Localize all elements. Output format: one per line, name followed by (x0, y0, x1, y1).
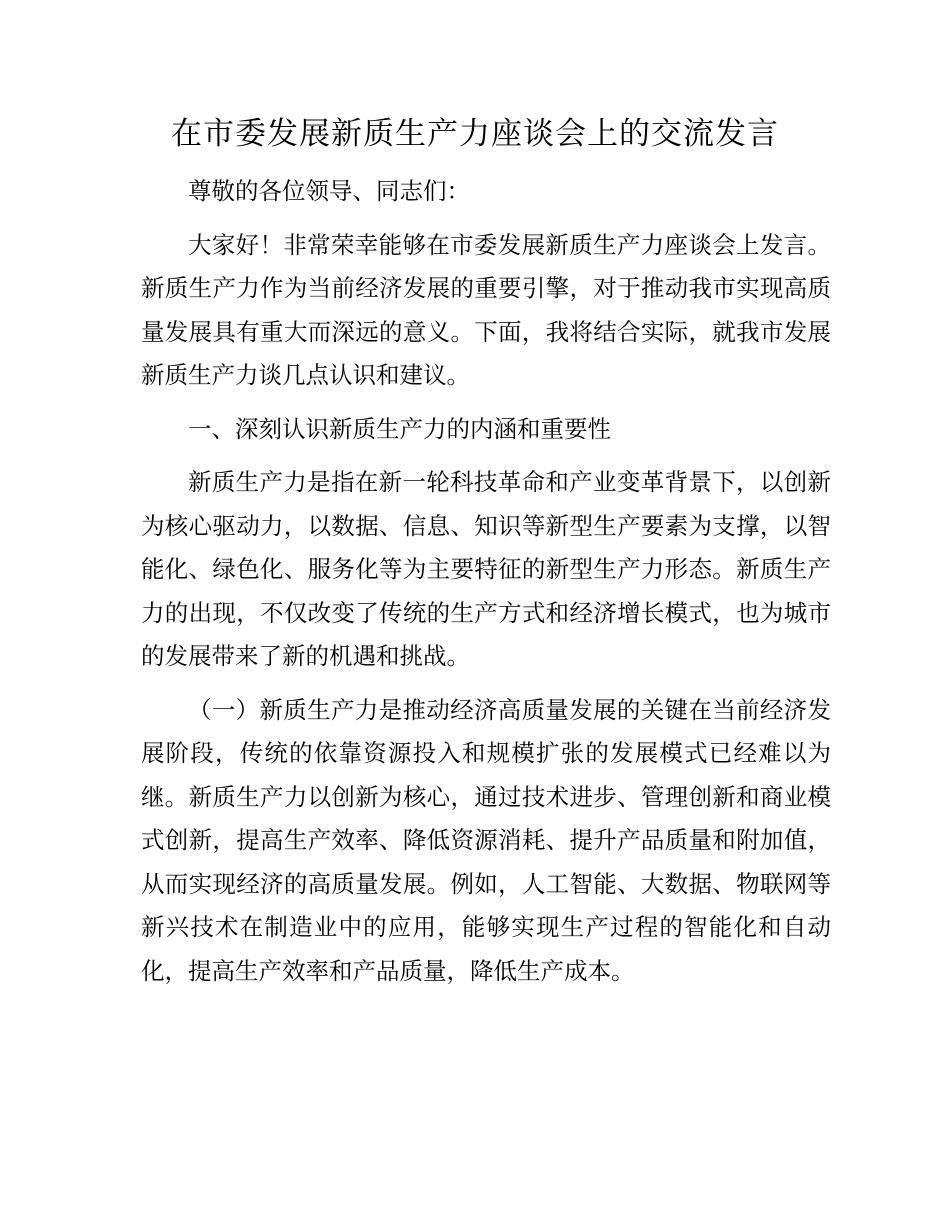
paragraph-subsection-1: （一）新质生产力是推动经济高质量发展的关键在当前经济发展阶段，传统的依靠资源投入和规模扩张的发展模式已经难以为继。新质生产力以创新为核心，通过技术进步、管理创新和商业模式创新，提高生产效率、降低资源消耗、提升产品质量和附加值，从而实现经济的高质量发展。例如，人工智能、大数据、物联网等新兴技术在制造业中的应用，能够实现生产过程的智能化和自动化，提高生产效率和产品质量，降低生产成本。 (141, 695, 831, 985)
document-title: 在市委发展新质生产力座谈会上的交流发言 (171, 116, 779, 152)
document-body (141, 170, 831, 1003)
paragraph-definition: 新质生产力是指在新一轮科技革命和产业变革背景下，以创新为核心驱动力，以数据、信息、知识等新型生产要素为支撑，以智能化、绿色化、服务化等为主要特征的新型生产力形态。新质生产力的出现，不仅改变了传统的生产方式和经济增长模式，也为城市的发展带来了新的机遇和挑战。 (141, 468, 831, 670)
section-heading-1: 一、深刻认识新质生产力的内涵和重要性 (188, 414, 611, 443)
salutation: 尊敬的各位领导、同志们： (188, 177, 470, 205)
paragraph-intro: 大家好！非常荣幸能够在市委发展新质生产力座谈会上发言。新质生产力作为当前经济发展的重要引擎，对于推动我市实现高质量发展具有重大而深远的意义。下面，我将结合实际，就我市发展新质生产力谈几点认识和建议。 (141, 230, 831, 389)
